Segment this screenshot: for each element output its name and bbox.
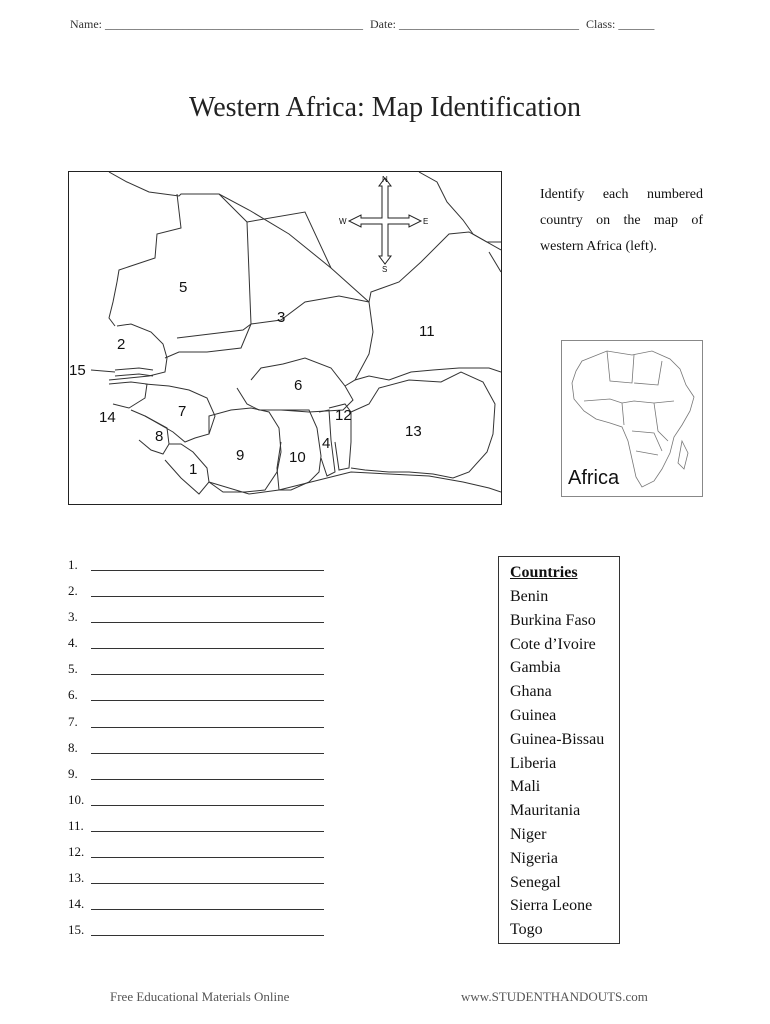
answer-row-10 — [68, 792, 338, 818]
answer-blank-7[interactable] — [91, 714, 324, 728]
answer-list — [68, 557, 338, 948]
country-item: Sierra Leone — [510, 897, 593, 915]
answer-number: 2. — [68, 583, 78, 599]
answer-blank-2[interactable] — [91, 583, 324, 597]
map-number-15: 15 — [69, 362, 86, 379]
answer-row-3 — [68, 609, 338, 635]
answer-blank-4[interactable] — [91, 635, 324, 649]
country-item: Niger — [510, 825, 547, 843]
compass-south-label: S — [382, 265, 388, 274]
map-number-7: 7 — [178, 403, 187, 420]
class-field-label: Class: ______ — [586, 17, 655, 31]
answer-blank-6[interactable] — [91, 687, 324, 701]
answer-blank-3[interactable] — [91, 609, 324, 623]
map-number-10: 10 — [289, 449, 306, 466]
worksheet-header — [70, 17, 710, 32]
country-item: Mali — [510, 778, 541, 796]
answer-number: 13. — [68, 870, 85, 886]
answer-row-1 — [68, 557, 338, 583]
answer-row-4 — [68, 635, 338, 661]
west-africa-map — [68, 171, 502, 505]
answer-blank-14[interactable] — [91, 896, 324, 910]
answer-row-11 — [68, 818, 338, 844]
name-field-label: Name: ___________________________________________ — [70, 17, 363, 31]
answer-number: 8. — [68, 739, 78, 755]
answer-row-6 — [68, 687, 338, 713]
map-number-12: 12 — [335, 407, 352, 424]
africa-inset-map — [561, 340, 703, 497]
answer-number: 9. — [68, 765, 78, 781]
map-number-2: 2 — [117, 336, 126, 353]
country-item: Guinea-Bissau — [510, 730, 605, 748]
compass-north-label: N — [382, 175, 388, 184]
instructions-text: Identify each numbered country on the map of western Africa (left). — [540, 187, 703, 254]
map-number-4: 4 — [322, 435, 331, 452]
footer-left-text: Free Educational Materials Online — [110, 989, 290, 1004]
countries-word-bank — [498, 556, 620, 944]
answer-number: 4. — [68, 635, 78, 651]
inset-map-label: Africa — [568, 467, 620, 489]
map-number-9: 9 — [236, 447, 245, 464]
country-item: Liberia — [510, 754, 557, 772]
date-field-label: Date: ______________________________ — [370, 17, 579, 31]
answer-row-14 — [68, 896, 338, 922]
map-number-5: 5 — [179, 279, 188, 296]
answer-blank-11[interactable] — [91, 818, 324, 832]
map-number-6: 6 — [294, 377, 303, 394]
map-number-1: 1 — [189, 461, 198, 478]
answer-row-9 — [68, 766, 338, 792]
answer-number: 11. — [68, 817, 84, 833]
answer-number: 1. — [68, 557, 78, 572]
map-number-13: 13 — [405, 423, 422, 440]
country-item: Nigeria — [510, 849, 558, 867]
answer-blank-8[interactable] — [91, 740, 324, 754]
pointer-line-15 — [91, 370, 115, 372]
answer-row-7 — [68, 714, 338, 740]
answer-blank-12[interactable] — [91, 844, 324, 858]
answer-number: 6. — [68, 687, 78, 703]
answer-number: 10. — [68, 791, 85, 807]
answer-row-8 — [68, 740, 338, 766]
country-item: Senegal — [510, 873, 561, 891]
compass-rose — [339, 175, 428, 274]
country-item: Togo — [510, 921, 543, 939]
answer-blank-13[interactable] — [91, 870, 324, 884]
footer-right-url[interactable]: www.STUDENTHANDOUTS.com — [461, 989, 648, 1004]
country-item: Gambia — [510, 659, 561, 677]
compass-west-label: W — [339, 217, 347, 226]
answer-row-12 — [68, 844, 338, 870]
map-number-14: 14 — [99, 409, 116, 426]
country-item: Ghana — [510, 683, 552, 701]
answer-number: 15. — [68, 922, 85, 938]
answer-blank-5[interactable] — [91, 661, 324, 675]
compass-east-label: E — [423, 217, 429, 226]
answer-number: 14. — [68, 896, 85, 912]
country-item: Guinea — [510, 706, 557, 724]
map-outline-svg — [69, 172, 501, 504]
country-item: Benin — [510, 588, 549, 605]
answer-blank-9[interactable] — [91, 766, 324, 780]
answer-number: 3. — [68, 609, 78, 625]
country-item: Burkina Faso — [510, 611, 596, 629]
answer-number: 5. — [68, 661, 78, 677]
answer-row-15 — [68, 922, 338, 948]
answer-row-5 — [68, 661, 338, 687]
answer-number: 12. — [68, 844, 85, 860]
country-item: Mauritania — [510, 802, 581, 820]
answer-number: 7. — [68, 713, 78, 729]
map-number-3: 3 — [277, 309, 286, 326]
page-title: Western Africa: Map Identification — [189, 92, 581, 123]
map-number-11: 11 — [419, 323, 435, 340]
countries-heading: Countries — [510, 564, 578, 581]
answer-row-2 — [68, 583, 338, 609]
country-item: Cote d’Ivoire — [510, 635, 596, 653]
map-number-8: 8 — [155, 428, 164, 445]
answer-row-13 — [68, 870, 338, 896]
answer-blank-15[interactable] — [91, 922, 324, 936]
answer-blank-1[interactable] — [91, 557, 324, 571]
answer-blank-10[interactable] — [91, 792, 324, 806]
